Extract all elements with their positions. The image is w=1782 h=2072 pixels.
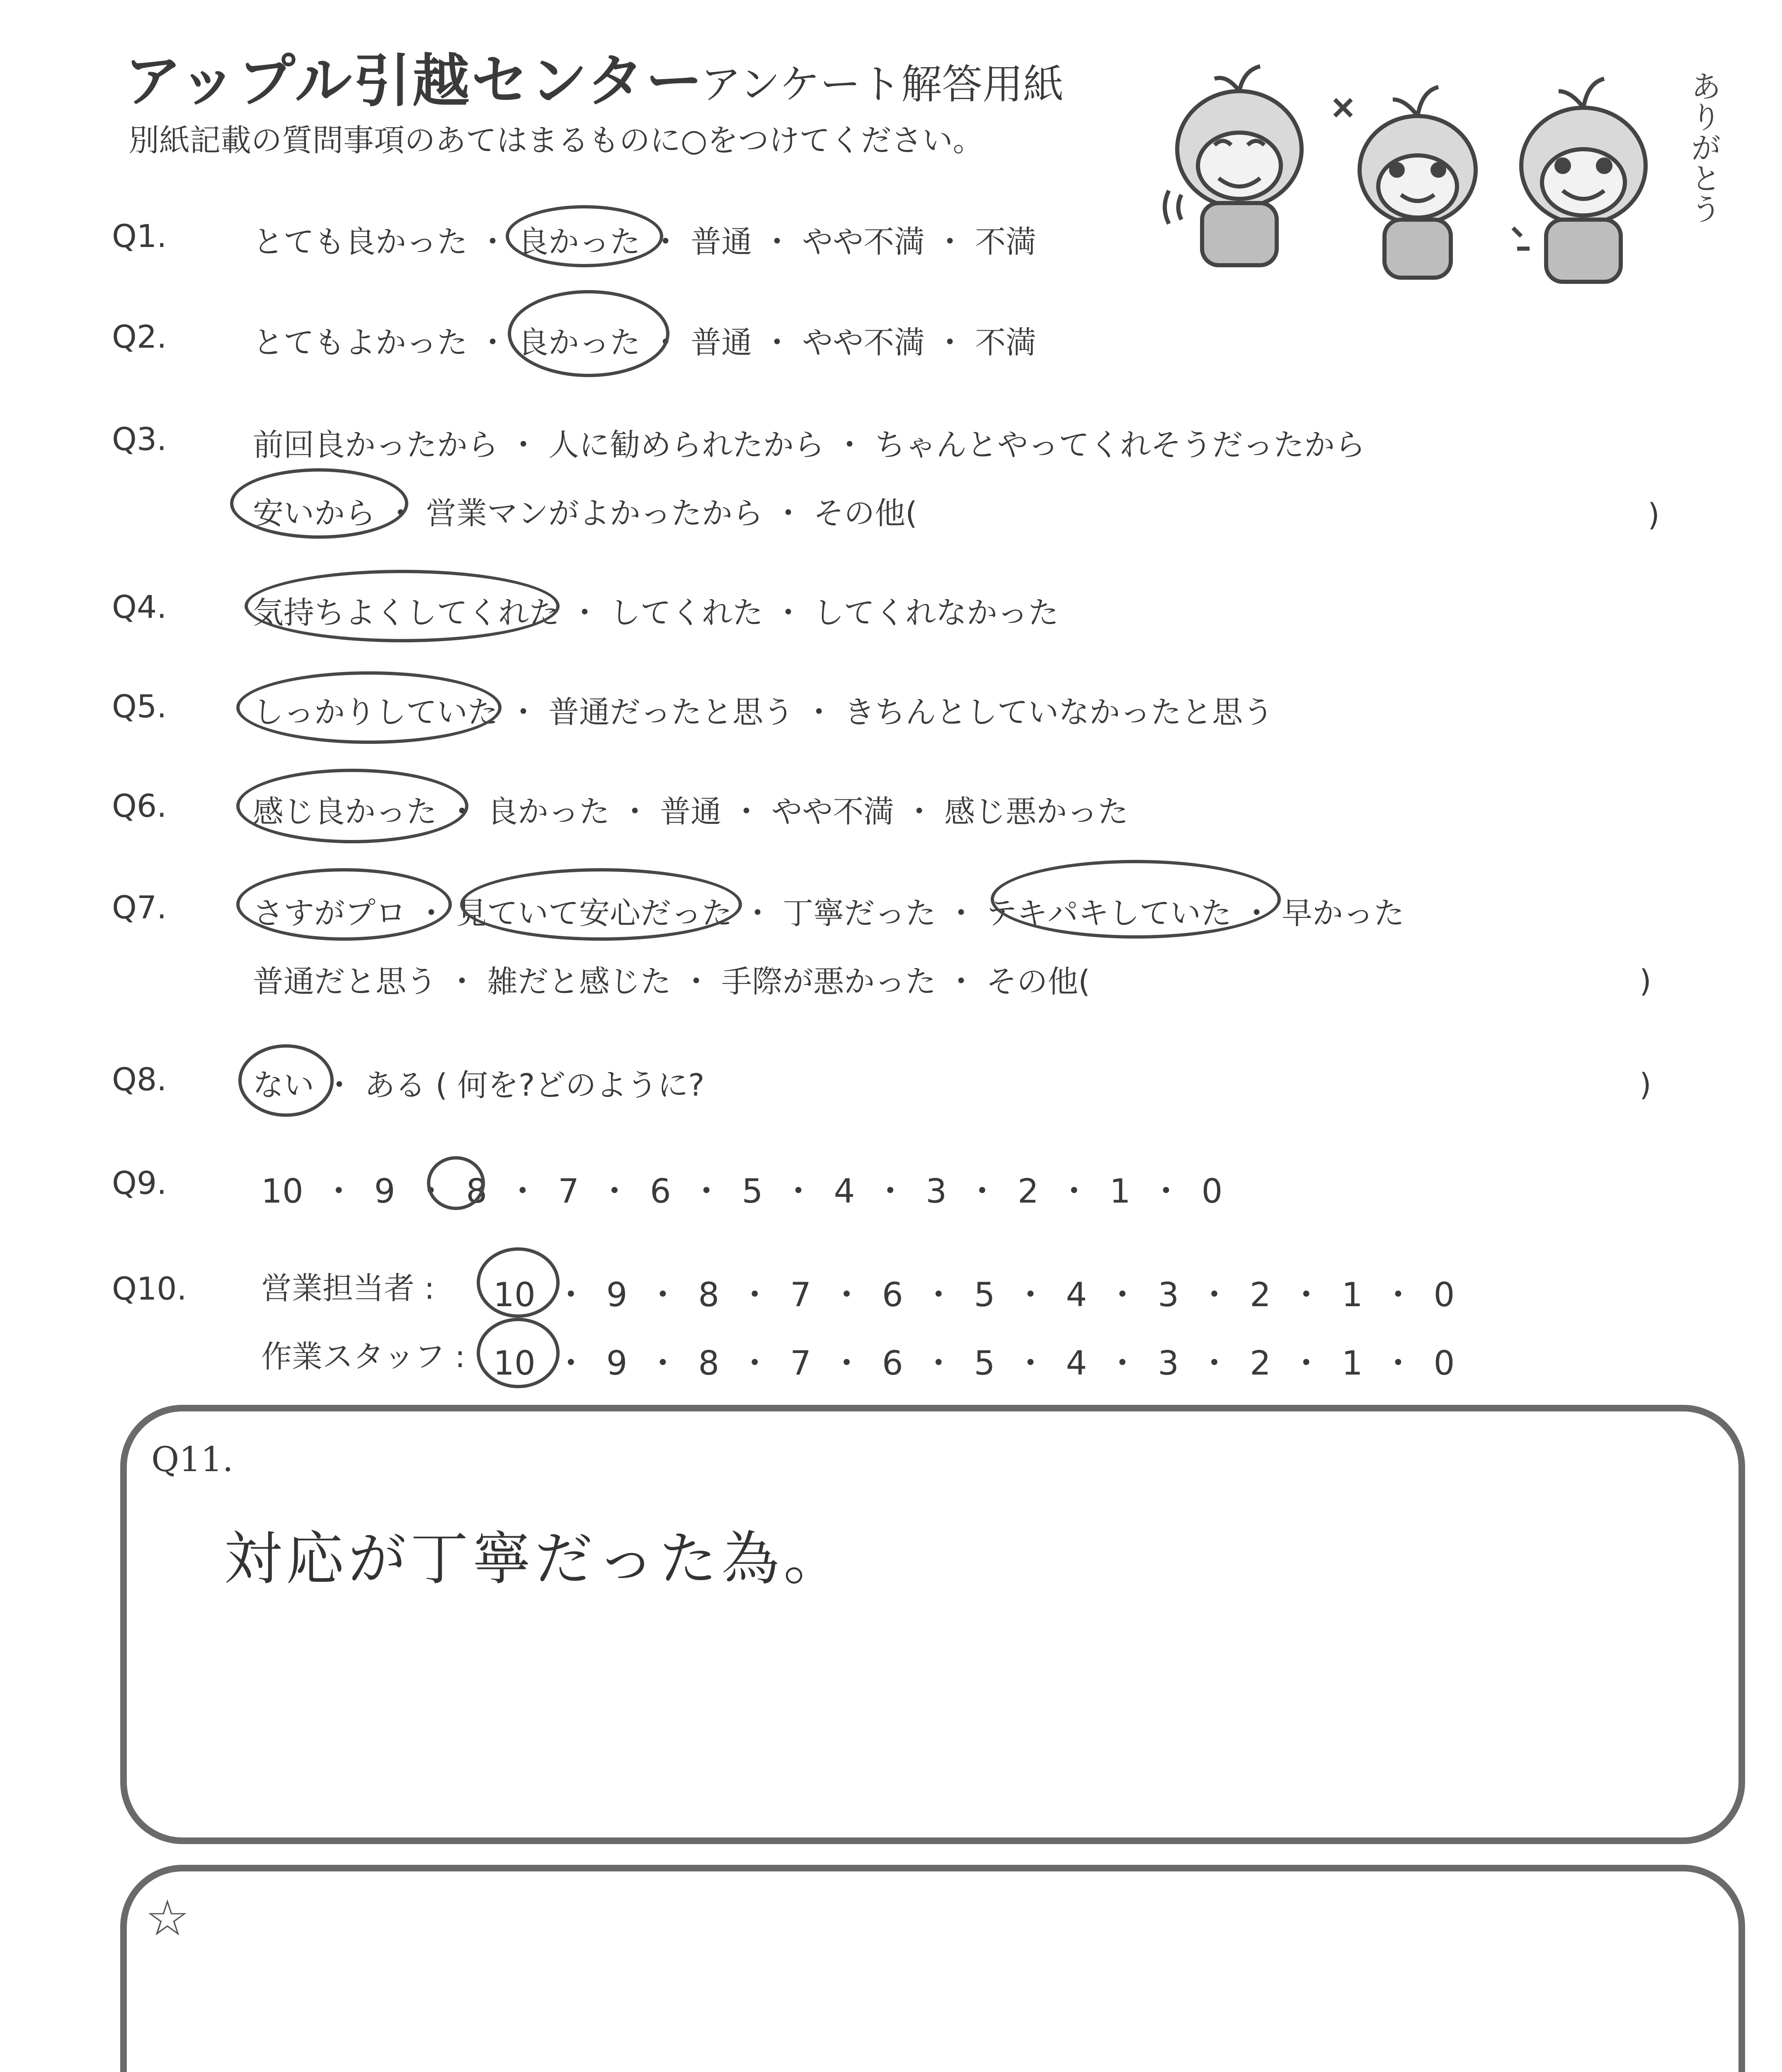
- q4-label: Q4.: [112, 588, 167, 625]
- q4-selected-circle: [245, 570, 560, 642]
- monkey-mascot-middle: [1335, 87, 1476, 278]
- q3-selected-circle: [230, 468, 408, 539]
- q7-label: Q7.: [112, 889, 167, 926]
- document-title: アップル引越センター: [124, 48, 705, 114]
- q7-selected-circle-3: [991, 860, 1281, 939]
- q10-label: Q10.: [112, 1270, 187, 1307]
- q3-close-paren: ): [1648, 497, 1660, 533]
- q7-selected-circle-1: [236, 868, 452, 941]
- mascot-caption: ありがとう: [1686, 70, 1721, 224]
- q3-options-line1: 前回良かったから ・ 人に勧められたから ・ ちゃんとやってくれそうだったから: [253, 427, 1366, 463]
- q6-label: Q6.: [112, 787, 167, 824]
- monkey-mascot-right: [1513, 79, 1646, 282]
- q8-selected-circle: [238, 1044, 334, 1117]
- q8-label: Q8.: [112, 1061, 167, 1098]
- q10-sales-selected-circle: [477, 1247, 560, 1318]
- q8-options: ない ・ ある ( 何を?どのように?: [253, 1067, 705, 1103]
- q10-staff-selected-circle: [477, 1318, 560, 1388]
- q7-options-line2: 普通だと思う ・ 雑だと感じた ・ 手際が悪かった ・ その他(: [253, 964, 1091, 1000]
- q11-label: Q11.: [151, 1440, 233, 1479]
- q10-staff-label: 作業スタッフ :: [261, 1339, 466, 1375]
- q6-options: 感じ良かった ・ 良かった ・ 普通 ・ やや不満 ・ 感じ悪かった: [253, 794, 1129, 830]
- q10-staff-scale: 10 ・ 9 ・ 8 ・ 7 ・ 6 ・ 5 ・ 4 ・ 3 ・ 2 ・ 1 ・ 0: [493, 1344, 1455, 1382]
- q2-options: とてもよかった ・ 良かった ・ 普通 ・ やや不満 ・ 不満: [253, 325, 1037, 361]
- monkey-mascot-left: [1165, 66, 1302, 265]
- star-comment-box[interactable]: [120, 1865, 1745, 2072]
- q5-options: しっかりしていた ・ 普通だったと思う ・ きちんとしていなかったと思う: [253, 695, 1274, 730]
- q3-options-line2: 安いから ・ 営業マンがよかったから ・ その他(: [253, 496, 917, 531]
- document-subtitle: アンケート解答用紙: [701, 61, 1064, 108]
- q1-selected-circle: [506, 205, 663, 267]
- q10-sales-label: 営業担当者 :: [261, 1271, 435, 1306]
- q2-label: Q2.: [112, 318, 167, 355]
- q9-selected-circle: [427, 1156, 485, 1210]
- q8-close-paren: ): [1639, 1067, 1651, 1103]
- q1-label: Q1.: [112, 218, 167, 254]
- q2-selected-circle: [508, 290, 669, 377]
- instruction-text: 別紙記載の質問事項のあてはまるものに○をつけてください。: [128, 123, 984, 158]
- q10-sales-scale: 10 ・ 9 ・ 8 ・ 7 ・ 6 ・ 5 ・ 4 ・ 3 ・ 2 ・ 1 ・ 0: [493, 1276, 1455, 1314]
- q6-selected-circle: [236, 769, 468, 843]
- q5-label: Q5.: [112, 688, 167, 725]
- q3-label: Q3.: [112, 421, 167, 457]
- q11-answer-box[interactable]: [120, 1405, 1745, 1844]
- q1-options: とても良かった ・ 良かった ・ 普通 ・ やや不満 ・ 不満: [253, 224, 1037, 260]
- monkey-mascots-illustration: [1152, 54, 1733, 286]
- q7-close-paren: ): [1639, 963, 1651, 999]
- q9-label: Q9.: [112, 1164, 167, 1201]
- q7-options-line1: さすがプロ ・ 見ていて安心だった ・ 丁寧だった ・ テキパキしていた ・ 早かった: [253, 896, 1405, 931]
- star-icon: ☆: [145, 1890, 190, 1947]
- q9-scale: 10 ・ 9 ・ 8 ・ 7 ・ 6 ・ 5 ・ 4 ・ 3 ・ 2 ・ 1 ・ 0: [261, 1172, 1223, 1210]
- q11-handwritten-answer: 対応が丁寧だった為。: [224, 1525, 846, 1593]
- q4-options: 気持ちよくしてくれた ・ してくれた ・ してくれなかった: [253, 595, 1059, 631]
- q5-selected-circle: [236, 671, 502, 744]
- q7-selected-circle-2: [460, 868, 742, 941]
